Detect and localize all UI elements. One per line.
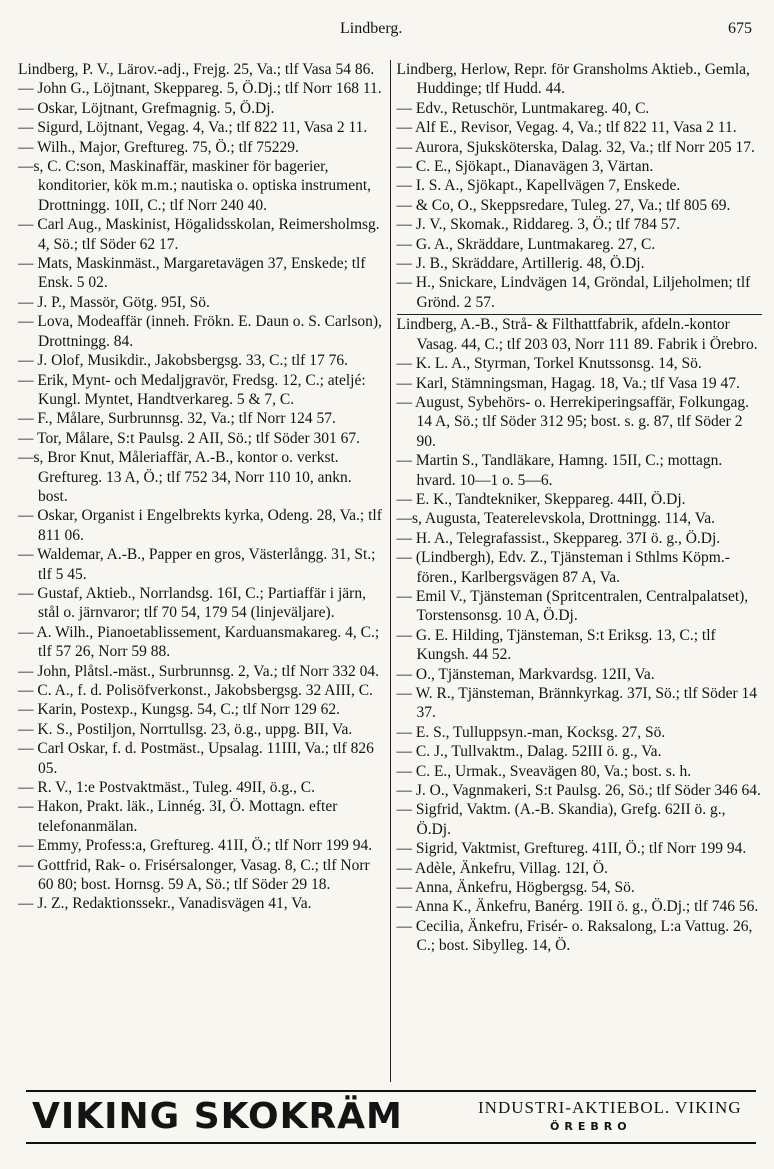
directory-entry: Lindberg, P. V., Lärov.-adj., Frejg. 25, Va.; tlf Vasa 54 86.: [18, 61, 375, 78]
directory-entry: — Emmy, Profess:a, Greftureg. 41II, Ö.; tlf Norr 199 94.: [18, 837, 373, 855]
directory-entry: — H. A., Telegrafassist., Skeppareg. 37I ö. g., Ö.Dj.: [396, 529, 721, 547]
directory-entry: — G. E. Hilding, Tjänsteman, S:t Eriksg. 13, C.; tlf Kungsh. 44 52.: [396, 626, 716, 664]
directory-entry: — Sigrid, Vaktmist, Greftureg. 41II, Ö.; tlf Norr 199 94.: [396, 840, 747, 858]
directory-entry: — J. B., Skräddare, Artillerig. 48, Ö.Dj.: [396, 255, 645, 273]
directory-entry: — J. Olof, Musikdir., Jakobsbergsg. 33, C.; tlf 17 76.: [18, 352, 348, 370]
directory-entry: — G. A., Skräddare, Luntmakareg. 27, C.: [396, 235, 656, 253]
directory-entry: — F., Målare, Surbrunnsg. 32, Va.; tlf Norr 124 57.: [18, 410, 336, 428]
directory-entry: — Edv., Retuschör, Luntmakareg. 40, C.: [396, 99, 650, 117]
directory-entry: — Wilh., Major, Greftureg. 75, Ö.; tlf 75229.: [18, 138, 299, 156]
directory-entry: — C. J., Tullvaktm., Dalag. 52III ö. g., Va.: [396, 743, 662, 761]
directory-entry: — Waldemar, A.-B., Papper en gros, Västerlångg. 31, St.; tlf 5 45.: [18, 546, 376, 583]
directory-entry: — J. V., Skomak., Riddareg. 3, Ö.; tlf 784 57.: [396, 216, 681, 234]
directory-entry: — Anna, Änkefru, Högbergsg. 54, Sö.: [396, 879, 635, 897]
advertisement: [26, 1090, 756, 1150]
directory-entry: Lindberg, Herlow, Repr. för Gransholms Aktieb., Gemla, Huddinge; tlf Hudd. 44.: [396, 61, 750, 98]
directory-entry: —s, Augusta, Teaterelevskola, Drottningg. 114, Va.: [396, 510, 715, 528]
directory-entry: — J. Z., Redaktionssekr., Vanadisvägen 41, Va.: [18, 895, 312, 913]
directory-entry: — Martin S., Tandläkare, Hamng. 15II, C.; mottagn. hvard. 10—1 o. 5—6.: [396, 452, 723, 489]
directory-entry: — Carl Oskar, f. d. Postmäst., Upsalag. 11III, Va.; tlf 826 05.: [18, 740, 374, 777]
running-head: Lindberg.: [340, 20, 403, 37]
directory-entry: — Oskar, Organist i Engelbrekts kyrka, Odeng. 28, Va.; tlf 811 06.: [18, 507, 382, 544]
directory-entry: — Aurora, Sjuksköterska, Dalag. 32, Va.; tlf Norr 205 17.: [396, 138, 755, 156]
directory-entry: — Karl, Stämningsman, Hagag. 18, Va.; tlf Vasa 19 47.: [396, 374, 740, 392]
directory-entry: — Karin, Postexp., Kungsg. 54, C.; tlf Norr 129 62.: [18, 701, 341, 719]
directory-entry: — John, Plåtsl.-mäst., Surbrunnsg. 2, Va.; tlf Norr 332 04.: [18, 662, 379, 680]
directory-entry: — Gustaf, Aktieb., Norrlandsg. 16I, C.; Partiaffär i järn, stål o. järnvaror; tlf 70 54, 179 54 (linjeväljare).: [18, 584, 366, 622]
page-header: [0, 18, 774, 42]
directory-entry: — Tor, Målare, S:t Paulsg. 2 AII, Sö.; tlf Söder 301 67.: [18, 429, 361, 447]
directory-entry: — W. R., Tjänsteman, Brännkyrkag. 37I, Sö.; tlf Söder 14 37.: [396, 685, 757, 722]
ad-top-rule: [26, 1090, 756, 1092]
directory-entry: — Anna K., Änkefru, Banérg. 19II ö. g., Ö.Dj.; tlf 746 56.: [396, 898, 759, 916]
left-column: [18, 60, 390, 1082]
directory-entry: — August, Sybehörs- o. Herrekiperingsaffär, Folkungag. 14 A, Sö.; tlf Söder 312 95; bost. s. g. 87, tlf Söder 2 90.: [396, 393, 750, 450]
directory-entry: — E. S., Tulluppsyn.-man, Kocksg. 27, Sö.: [396, 723, 666, 741]
directory-entry: — R. V., 1:e Postvaktmäst., Tuleg. 49II, ö.g., C.: [18, 779, 315, 797]
directory-entry: — Oskar, Löjtnant, Grefmagnig. 5, Ö.Dj.: [18, 99, 275, 117]
ad-bottom-rule: [26, 1142, 756, 1144]
ad-city: ÖREBRO: [550, 1120, 632, 1133]
ad-brand: VIKING SKOKRÄM: [32, 1096, 403, 1137]
directory-entry: —s, C. C:son, Maskinaffär, maskiner för bagerier, konditorier, kök m.m.; nautiska o. optiska instrument, Drottningg. 10II, C.; tlf Norr 240 40.: [18, 158, 372, 214]
directory-entry: — & Co, O., Skeppsredare, Tuleg. 27, Va.; tlf 805 69.: [396, 196, 731, 214]
directory-entry: — K. S., Postiljon, Norrtullsg. 23, ö.g., uppg. BII, Va.: [18, 720, 353, 738]
directory-entry: — Gottfrid, Rak- o. Frisérsalonger, Vasag. 8, C.; tlf Norr 60 80; bost. Hornsg. 59 A, Sö.; tlf Söder 29 18.: [18, 856, 370, 894]
directory-entry: — Cecilia, Änkefru, Frisér- o. Raksalong, L:a Vattug. 26, C.; bost. Sibylleg. 14, Ö.: [396, 917, 753, 955]
directory-entry: — O., Tjänsteman, Markvardsg. 12II, Va.: [396, 665, 655, 683]
directory-entry: Lindberg, A.-B., Strå- & Filthattfabrik, afdeln.-kontor Vasag. 44, C.; tlf 203 03, Norr 111 89. Fabrik i Örebro.: [397, 314, 763, 354]
directory-entry: — C. A., f. d. Polisöfverkonst., Jakobsbergsg. 32 AIII, C.: [18, 682, 373, 699]
directory-columns: [18, 60, 762, 1082]
directory-entry: — Erik, Mynt- och Medaljgravör, Fredsg. 12, C.; ateljé: Kungl. Myntet, Handtverkareg. 5 & 7, C.: [18, 371, 366, 408]
directory-entry: — Mats, Maskinmäst., Margaretavägen 37, Enskede; tlf Ensk. 5 02.: [18, 255, 366, 292]
directory-entry: — Hakon, Prakt. läk., Linnég. 3I, Ö. Mottagn. efter telefonanmälan.: [18, 798, 338, 835]
directory-entry: —s, Bror Knut, Måleriaffär, A.-B., kontor o. verkst. Greftureg. 13 A, Ö.; tlf 752 34, Norr 110 10, ankn. bost.: [18, 449, 352, 505]
directory-entry: — Emil V., Tjänsteman (Spritcentralen, Centralpalatset), Torstensonsg. 10 A, Ö.Dj.: [396, 587, 749, 625]
directory-entry: — Sigfrid, Vaktm. (A.-B. Skandia), Grefg. 62II ö. g., Ö.Dj.: [396, 801, 726, 838]
directory-entry: — A. Wilh., Pianoetablissement, Karduansmakareg. 4, C.; tlf 57 26, Norr 59 88.: [18, 623, 380, 661]
right-column: [390, 60, 763, 1082]
directory-entry: — John G., Löjtnant, Skeppareg. 5, Ö.Dj.; tlf Norr 168 11.: [18, 80, 382, 98]
directory-entry: — C. E., Urmak., Sveavägen 80, Va.; bost. s. h.: [396, 762, 692, 780]
directory-entry: — I. S. A., Sjökapt., Kapellvägen 7, Enskede.: [396, 177, 681, 195]
directory-entry: — Lova, Modeaffär (inneh. Frökn. E. Daun o. S. Carlson), Drottningg. 84.: [18, 313, 382, 350]
directory-entry: — H., Snickare, Lindvägen 14, Gröndal, Liljeholmen; tlf Grönd. 2 57.: [396, 274, 751, 311]
directory-entry: — Sigurd, Löjtnant, Vegag. 4, Va.; tlf 822 11, Vasa 2 11.: [18, 119, 368, 137]
directory-entry: — Carl Aug., Maskinist, Högalidsskolan, Reimersholmsg. 4, Sö.; tlf Söder 62 17.: [18, 216, 380, 253]
directory-entry: — K. L. A., Styrman, Torkel Knutssonsg. 14, Sö.: [396, 355, 702, 373]
directory-entry: — Alf E., Revisor, Vegag. 4, Va.; tlf 822 11, Vasa 2 11.: [396, 119, 737, 137]
ad-company: INDUSTRI-AKTIEBOL. VIKING: [478, 1098, 742, 1117]
directory-entry: — (Lindbergh), Edv. Z., Tjänsteman i Sthlms Köpm.-fören., Karlbergsvägen 87 A, Va.: [396, 549, 730, 586]
directory-entry: — J. P., Massör, Götg. 95I, Sö.: [18, 293, 210, 311]
directory-entry: — C. E., Sjökapt., Dianavägen 3, Värtan.: [396, 158, 654, 176]
directory-entry: — Adèle, Änkefru, Villag. 12I, Ö.: [396, 859, 608, 877]
directory-entry: — E. K., Tandtekniker, Skeppareg. 44II, Ö.Dj.: [396, 490, 686, 508]
directory-entry: — J. O., Vagnmakeri, S:t Paulsg. 26, Sö.; tlf Söder 346 64.: [396, 782, 761, 800]
page-number: 675: [728, 20, 752, 37]
